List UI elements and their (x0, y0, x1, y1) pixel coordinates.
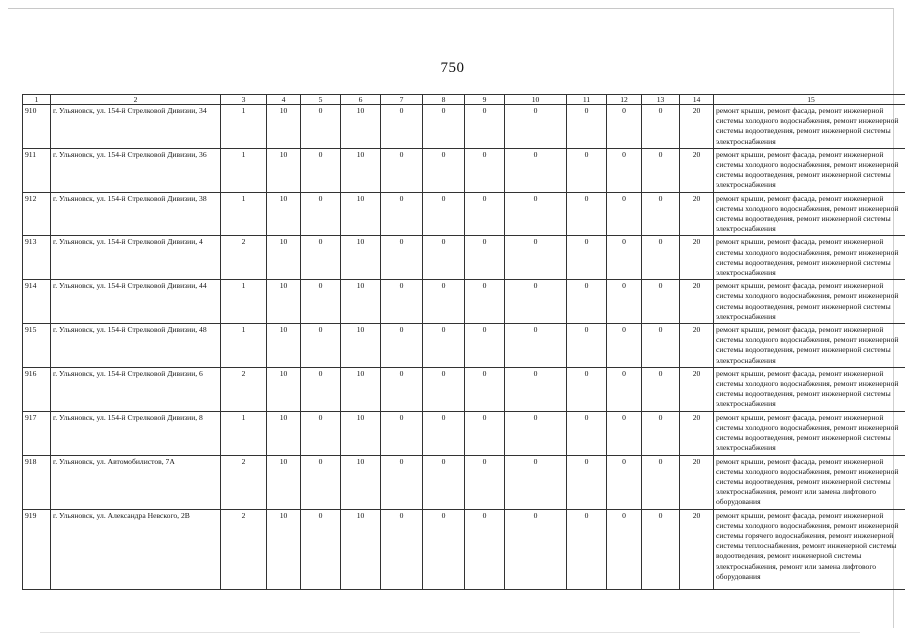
cell-col-10: 0 (505, 509, 567, 589)
table-row (23, 148, 905, 192)
column-number-4: 4 (267, 95, 301, 105)
cell-col-4: 10 (267, 324, 301, 368)
cell-col-14: 20 (680, 192, 714, 236)
cell-col-8: 0 (423, 105, 465, 149)
column-number-14: 14 (680, 95, 714, 105)
column-number-9: 9 (465, 95, 505, 105)
cell-col-8: 0 (423, 455, 465, 509)
cell-col-10: 0 (505, 236, 567, 280)
row-number-cell: 913 (23, 236, 51, 280)
table-row (23, 411, 905, 455)
address-cell: г. Ульяновск, ул. 154-й Стрелковой Дивизии, 38 (51, 192, 221, 236)
cell-col-3: 2 (221, 236, 267, 280)
row-number-cell: 917 (23, 411, 51, 455)
cell-col-3: 2 (221, 455, 267, 509)
cell-col-12: 0 (607, 509, 642, 589)
cell-col-14: 20 (680, 280, 714, 324)
cell-col-9: 0 (465, 236, 505, 280)
cell-col-7: 0 (381, 509, 423, 589)
cell-col-7: 0 (381, 105, 423, 149)
column-number-3: 3 (221, 95, 267, 105)
cell-col-9: 0 (465, 324, 505, 368)
row-number-cell: 912 (23, 192, 51, 236)
cell-col-13: 0 (642, 509, 680, 589)
cell-col-10: 0 (505, 192, 567, 236)
column-number-13: 13 (642, 95, 680, 105)
address-cell: г. Ульяновск, ул. 154-й Стрелковой Дивизии, 4 (51, 236, 221, 280)
cell-col-11: 0 (567, 192, 607, 236)
cell-col-13: 0 (642, 105, 680, 149)
cell-col-13: 0 (642, 148, 680, 192)
cell-col-10: 0 (505, 455, 567, 509)
cell-col-9: 0 (465, 367, 505, 411)
cell-col-6: 10 (341, 280, 381, 324)
address-cell: г. Ульяновск, ул. 154-й Стрелковой Дивизии, 36 (51, 148, 221, 192)
cell-col-14: 20 (680, 411, 714, 455)
cell-col-7: 0 (381, 280, 423, 324)
cell-col-10: 0 (505, 280, 567, 324)
cell-col-5: 0 (301, 509, 341, 589)
row-number-cell: 910 (23, 105, 51, 149)
cell-col-3: 1 (221, 280, 267, 324)
table-row (23, 455, 905, 509)
column-number-row (23, 95, 905, 105)
cell-col-13: 0 (642, 280, 680, 324)
address-cell: г. Ульяновск, ул. 154-й Стрелковой Дивизии, 44 (51, 280, 221, 324)
cell-col-13: 0 (642, 411, 680, 455)
row-number-cell: 916 (23, 367, 51, 411)
cell-col-13: 0 (642, 367, 680, 411)
cell-col-11: 0 (567, 455, 607, 509)
cell-col-13: 0 (642, 324, 680, 368)
cell-col-14: 20 (680, 324, 714, 368)
works-table (22, 94, 905, 590)
works-list-cell: ремонт крыши, ремонт фасада, ремонт инженерной системы холодного водоснабжения, ремонт инженерной системы водоотведения, ремонт инженерной системы электроснабжения (714, 411, 905, 455)
table-row (23, 324, 905, 368)
cell-col-7: 0 (381, 148, 423, 192)
cell-col-10: 0 (505, 105, 567, 149)
cell-col-12: 0 (607, 280, 642, 324)
cell-col-3: 1 (221, 148, 267, 192)
address-cell: г. Ульяновск, ул. 154-й Стрелковой Дивизии, 6 (51, 367, 221, 411)
table-row (23, 236, 905, 280)
column-number-5: 5 (301, 95, 341, 105)
cell-col-5: 0 (301, 105, 341, 149)
cell-col-3: 2 (221, 367, 267, 411)
table-row (23, 367, 905, 411)
cell-col-5: 0 (301, 324, 341, 368)
cell-col-12: 0 (607, 455, 642, 509)
cell-col-9: 0 (465, 411, 505, 455)
cell-col-7: 0 (381, 236, 423, 280)
cell-col-9: 0 (465, 455, 505, 509)
cell-col-10: 0 (505, 367, 567, 411)
row-number-cell: 914 (23, 280, 51, 324)
column-number-2: 2 (51, 95, 221, 105)
row-number-cell: 915 (23, 324, 51, 368)
cell-col-6: 10 (341, 192, 381, 236)
cell-col-12: 0 (607, 324, 642, 368)
column-number-1: 1 (23, 95, 51, 105)
cell-col-8: 0 (423, 509, 465, 589)
cell-col-7: 0 (381, 411, 423, 455)
column-number-8: 8 (423, 95, 465, 105)
cell-col-12: 0 (607, 236, 642, 280)
cell-col-5: 0 (301, 280, 341, 324)
cell-col-6: 10 (341, 324, 381, 368)
cell-col-8: 0 (423, 236, 465, 280)
cell-col-12: 0 (607, 148, 642, 192)
row-number-cell: 918 (23, 455, 51, 509)
works-list-cell: ремонт крыши, ремонт фасада, ремонт инженерной системы холодного водоснабжения, ремонт инженерной системы водоотведения, ремонт инженерной системы электроснабжения (714, 105, 905, 149)
works-list-cell: ремонт крыши, ремонт фасада, ремонт инженерной системы холодного водоснабжения, ремонт инженерной системы водоотведения, ремонт инженерной системы электроснабжения (714, 148, 905, 192)
cell-col-8: 0 (423, 280, 465, 324)
address-cell: г. Ульяновск, ул. 154-й Стрелковой Дивизии, 8 (51, 411, 221, 455)
works-list-cell: ремонт крыши, ремонт фасада, ремонт инженерной системы холодного водоснабжения, ремонт инженерной системы горячего водоснабжения, ремонт инженерной системы теплоснабжения, ремонт инженерной системы водоотведения, ремонт инженерной системы электроснабжения, ремонт или замена лифтового оборудования (714, 509, 905, 589)
cell-col-5: 0 (301, 367, 341, 411)
cell-col-3: 1 (221, 324, 267, 368)
cell-col-4: 10 (267, 192, 301, 236)
column-number-6: 6 (341, 95, 381, 105)
works-list-cell: ремонт крыши, ремонт фасада, ремонт инженерной системы холодного водоснабжения, ремонт инженерной системы водоотведения, ремонт инженерной системы электроснабжения (714, 280, 905, 324)
cell-col-9: 0 (465, 509, 505, 589)
cell-col-4: 10 (267, 411, 301, 455)
cell-col-5: 0 (301, 455, 341, 509)
page-number: 750 (440, 60, 465, 76)
row-number-cell: 911 (23, 148, 51, 192)
cell-col-4: 10 (267, 148, 301, 192)
cell-col-12: 0 (607, 105, 642, 149)
cell-col-13: 0 (642, 236, 680, 280)
table-row (23, 509, 905, 589)
column-number-7: 7 (381, 95, 423, 105)
cell-col-11: 0 (567, 236, 607, 280)
works-list-cell: ремонт крыши, ремонт фасада, ремонт инженерной системы холодного водоснабжения, ремонт инженерной системы водоотведения, ремонт инженерной системы электроснабжения (714, 236, 905, 280)
cell-col-5: 0 (301, 148, 341, 192)
cell-col-3: 1 (221, 411, 267, 455)
cell-col-8: 0 (423, 324, 465, 368)
cell-col-11: 0 (567, 324, 607, 368)
cell-col-13: 0 (642, 192, 680, 236)
cell-col-11: 0 (567, 367, 607, 411)
cell-col-14: 20 (680, 367, 714, 411)
cell-col-8: 0 (423, 411, 465, 455)
cell-col-14: 20 (680, 236, 714, 280)
cell-col-11: 0 (567, 105, 607, 149)
cell-col-12: 0 (607, 411, 642, 455)
row-number-cell: 919 (23, 509, 51, 589)
address-cell: г. Ульяновск, ул. Автомобилистов, 7А (51, 455, 221, 509)
cell-col-14: 20 (680, 509, 714, 589)
cell-col-6: 10 (341, 148, 381, 192)
table-row (23, 280, 905, 324)
cell-col-12: 0 (607, 367, 642, 411)
cell-col-4: 10 (267, 367, 301, 411)
cell-col-3: 2 (221, 509, 267, 589)
cell-col-11: 0 (567, 509, 607, 589)
cell-col-14: 20 (680, 105, 714, 149)
cell-col-11: 0 (567, 411, 607, 455)
works-list-cell: ремонт крыши, ремонт фасада, ремонт инженерной системы холодного водоснабжения, ремонт инженерной системы водоотведения, ремонт инженерной системы электроснабжения, ремонт или замена лифтового оборудования (714, 455, 905, 509)
cell-col-5: 0 (301, 411, 341, 455)
cell-col-14: 20 (680, 455, 714, 509)
cell-col-6: 10 (341, 509, 381, 589)
column-number-12: 12 (607, 95, 642, 105)
cell-col-3: 1 (221, 105, 267, 149)
cell-col-7: 0 (381, 455, 423, 509)
cell-col-4: 10 (267, 455, 301, 509)
cell-col-9: 0 (465, 105, 505, 149)
cell-col-10: 0 (505, 411, 567, 455)
cell-col-4: 10 (267, 280, 301, 324)
address-cell: г. Ульяновск, ул. Александра Невского, 2В (51, 509, 221, 589)
works-list-cell: ремонт крыши, ремонт фасада, ремонт инженерной системы холодного водоснабжения, ремонт инженерной системы водоотведения, ремонт инженерной системы электроснабжения (714, 192, 905, 236)
table-row (23, 192, 905, 236)
cell-col-4: 10 (267, 509, 301, 589)
cell-col-11: 0 (567, 148, 607, 192)
cell-col-7: 0 (381, 192, 423, 236)
cell-col-14: 20 (680, 148, 714, 192)
cell-col-4: 10 (267, 236, 301, 280)
works-list-cell: ремонт крыши, ремонт фасада, ремонт инженерной системы холодного водоснабжения, ремонт инженерной системы водоотведения, ремонт инженерной системы электроснабжения (714, 367, 905, 411)
cell-col-7: 0 (381, 324, 423, 368)
cell-col-4: 10 (267, 105, 301, 149)
column-number-15: 15 (714, 95, 905, 105)
cell-col-12: 0 (607, 192, 642, 236)
cell-col-6: 10 (341, 367, 381, 411)
column-number-10: 10 (505, 95, 567, 105)
address-cell: г. Ульяновск, ул. 154-й Стрелковой Дивизии, 48 (51, 324, 221, 368)
cell-col-7: 0 (381, 367, 423, 411)
cell-col-9: 0 (465, 280, 505, 324)
cell-col-6: 10 (341, 411, 381, 455)
address-cell: г. Ульяновск, ул. 154-й Стрелковой Дивизии, 34 (51, 105, 221, 149)
cell-col-6: 10 (341, 105, 381, 149)
cell-col-5: 0 (301, 236, 341, 280)
cell-col-9: 0 (465, 192, 505, 236)
works-list-cell: ремонт крыши, ремонт фасада, ремонт инженерной системы холодного водоснабжения, ремонт инженерной системы водоотведения, ремонт инженерной системы электроснабжения (714, 324, 905, 368)
cell-col-8: 0 (423, 148, 465, 192)
cell-col-6: 10 (341, 236, 381, 280)
scan-artifact (40, 632, 860, 633)
cell-col-13: 0 (642, 455, 680, 509)
cell-col-6: 10 (341, 455, 381, 509)
column-number-11: 11 (567, 95, 607, 105)
table-row (23, 105, 905, 149)
cell-col-8: 0 (423, 192, 465, 236)
cell-col-10: 0 (505, 324, 567, 368)
cell-col-10: 0 (505, 148, 567, 192)
cell-col-3: 1 (221, 192, 267, 236)
cell-col-11: 0 (567, 280, 607, 324)
cell-col-9: 0 (465, 148, 505, 192)
cell-col-5: 0 (301, 192, 341, 236)
cell-col-8: 0 (423, 367, 465, 411)
